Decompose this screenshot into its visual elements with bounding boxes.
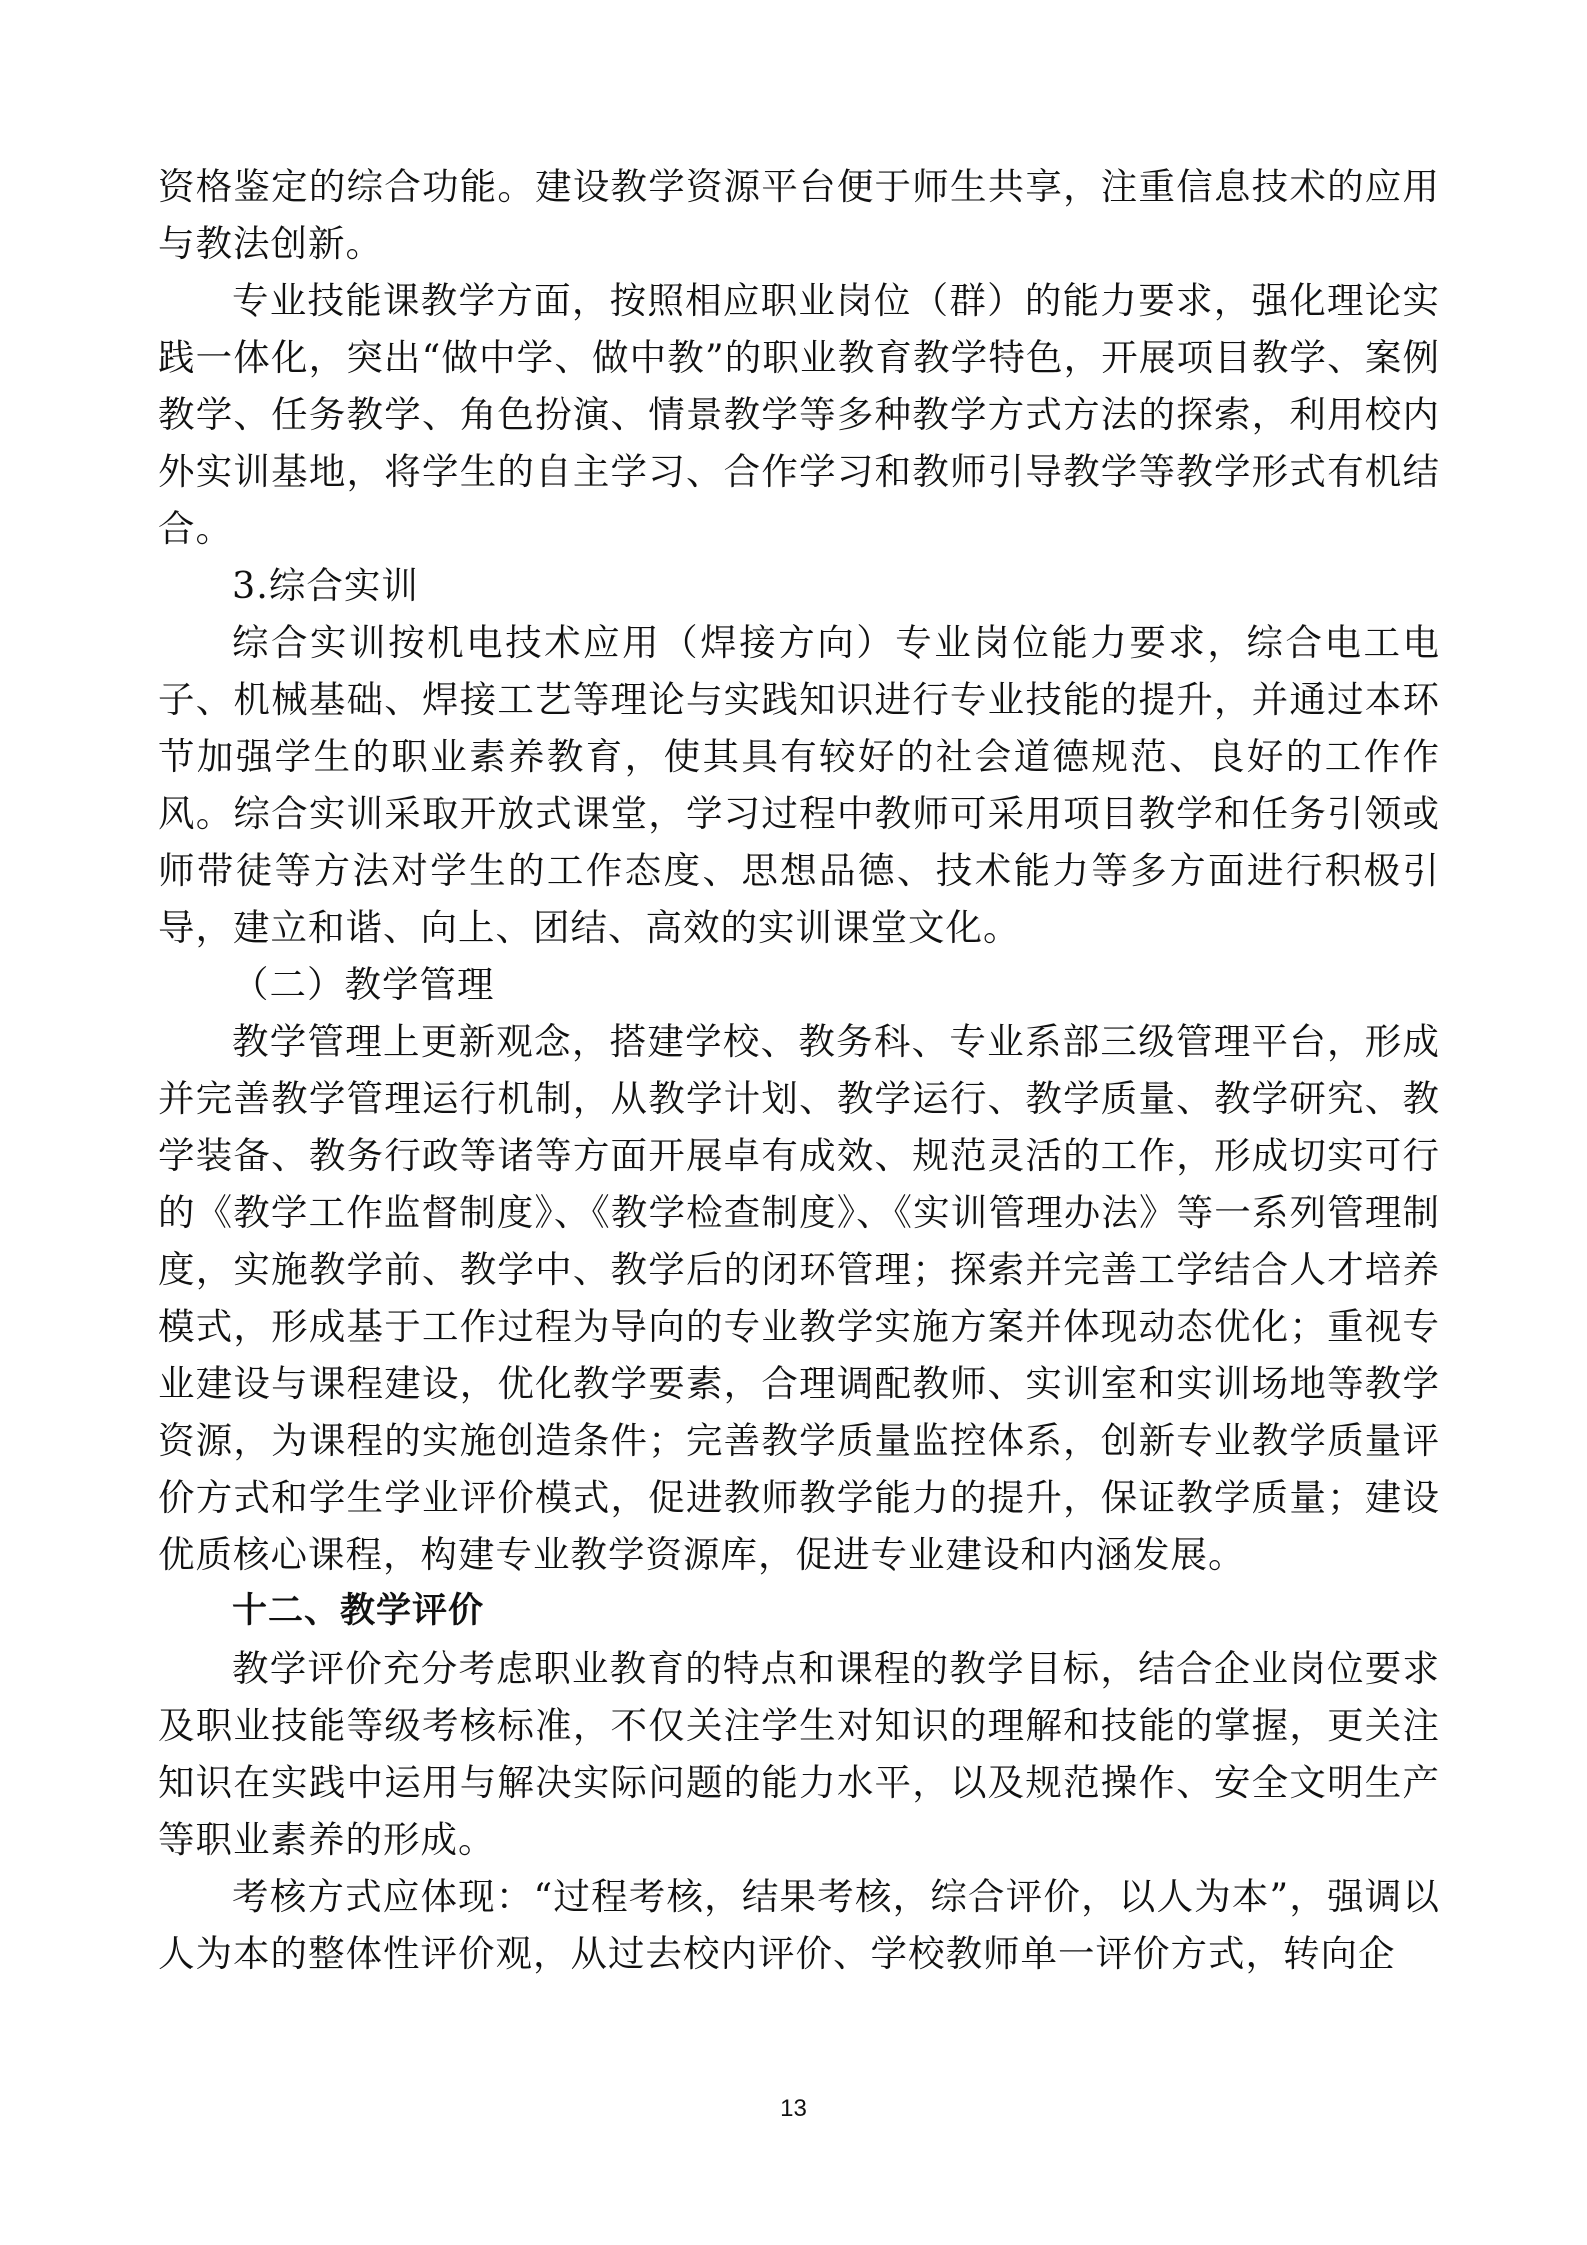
heading-teaching-management: （二）教学管理: [232, 963, 495, 1006]
heading-teaching-evaluation: 十二、教学评价: [232, 1591, 485, 1631]
paragraph-assessment-method: 考核方式应体现：“过程考核，结果考核，综合评价，以人为本”，强调以人为本的整体性评价观，从过去校内评价、学校教师单一评价方式，转向企: [158, 1875, 1440, 1975]
paragraph-skill-course-teaching: 专业技能课教学方面，按照相应职业岗位（群）的能力要求，强化理论实践一体化，突出“做中学、做中教”的职业教育教学特色，开展项目教学、案例教学、任务教学、角色扮演、情景教学等多种教学方式方法的探索，利用校内外实训基地，将学生的自主学习、合作学习和教师引导教学等教学形式有机结合。: [158, 279, 1440, 550]
heading-comprehensive-training: 3.综合实训: [232, 564, 419, 607]
paragraph-teaching-evaluation: 教学评价充分考虑职业教育的特点和课程的教学目标，结合企业岗位要求及职业技能等级考核标准，不仅关注学生对知识的理解和技能的掌握，更关注知识在实践中运用与解决实际问题的能力水平，以及规范操作、安全文明生产等职业素养的形成。: [158, 1647, 1440, 1861]
document-body: [158, 158, 1440, 1982]
paragraph-teaching-management: 教学管理上更新观念，搭建学校、教务科、专业系部三级管理平台，形成并完善教学管理运行机制，从教学计划、教学运行、教学质量、教学研究、教学装备、教务行政等诸等方面开展卓有成效、规范灵活的工作，形成切实可行的《教学工作监督制度》、《教学检查制度》、《实训管理办法》等一系列管理制度，实施教学前、教学中、教学后的闭环管理；探索并完善工学结合人才培养模式，形成基于工作过程为导向的专业教学实施方案并体现动态优化；重视专业建设与课程建设，优化教学要素，合理调配教师、实训室和实训场地等教学资源，为课程的实施创造条件；完善教学质量监控体系，创新专业教学质量评价方式和学生学业评价模式，促进教师教学能力的提升，保证教学质量；建设优质核心课程，构建专业教学资源库，促进专业建设和内涵发展。: [158, 1020, 1440, 1576]
paragraph-resource-platform: 资格鉴定的综合功能。建设教学资源平台便于师生共享，注重信息技术的应用与教法创新。: [158, 165, 1440, 265]
paragraph-comprehensive-training: 综合实训按机电技术应用（焊接方向）专业岗位能力要求，综合电工电子、机械基础、焊接工艺等理论与实践知识进行专业技能的提升，并通过本环节加强学生的职业素养教育，使其具有较好的社会道德规范、良好的工作作风。综合实训采取开放式课堂，学习过程中教师可采用项目教学和任务引领或师带徒等方法对学生的工作态度、思想品德、技术能力等多方面进行积极引导，建立和谐、向上、团结、高效的实训课堂文化。: [158, 621, 1440, 949]
page-number: 13: [780, 2095, 807, 2122]
